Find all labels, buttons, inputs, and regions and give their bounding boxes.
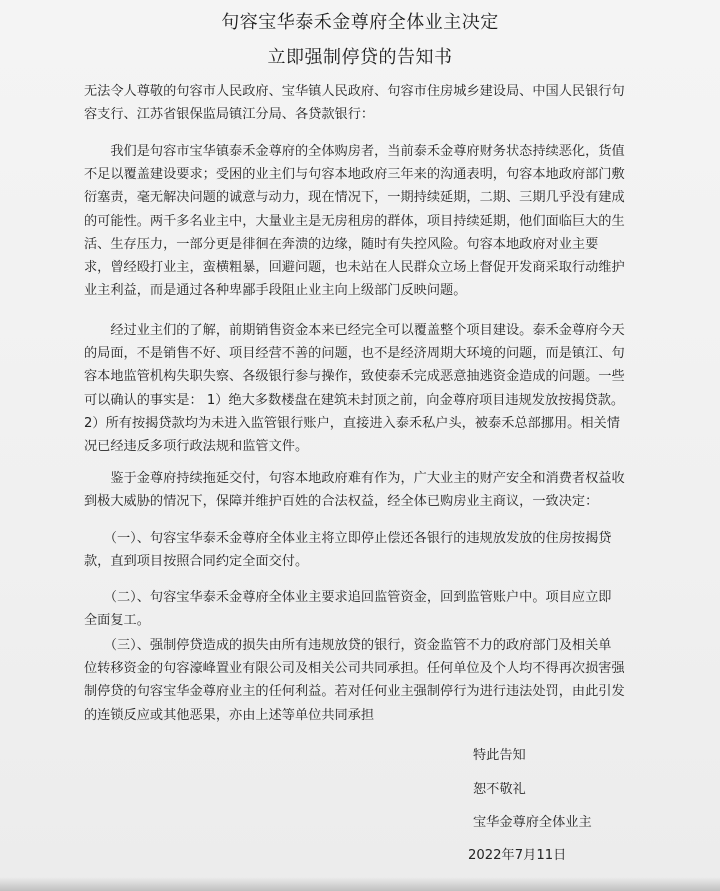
decision-item-2 [84,586,644,632]
text-line: 经过业主们的了解，前期销售资金本来已经完全可以覆盖整个项目建设。泰禾金尊府今天 [84,323,625,338]
text-line: 位转移资金的句容濠峰置业有限公司及相关公司共同承担。任何单位及个人均不得再次损害强 [84,661,625,677]
text-line: 况已经违反多项行政法规和监管文件。 [84,439,309,455]
text-line: 容支行、江苏省银保监局镇江分局、各贷款银行： [84,107,375,123]
document-date: 2022年7月11日 [468,848,567,863]
salutation [84,80,644,126]
signature: 宝华金尊府全体业主 [473,815,592,830]
text-line: 的连锁反应或其他恶果，亦由上述等单位共同承担 [84,707,375,723]
text-line: 业主利益，而是通过各种卑鄙手段阻止业主向上级部门反映问题。 [84,283,467,299]
closing-notice: 特此告知 [473,748,526,763]
paragraph-3 [84,467,644,513]
text-line: 鉴于金尊府持续拖延交付，句容本地政府难有作为，广大业主的财产安全和消费者权益收 [84,471,625,486]
text-line: （三）、强制停贷造成的损失由所有违规放贷的银行，资金监管不力的政府部门及相关单 [84,638,612,653]
text-line: 我们是句容市宝华镇泰禾金尊府的全体购房者，当前泰禾金尊府财务状态持续恶化，货值 [84,144,625,159]
decision-item-3 [84,634,644,727]
text-line: 的可能性。两千多名业主中，大量业主是无房租房的群体，项目持续延期，他们面临巨大的生 [84,213,625,229]
text-line: 到极大威胁的情况下，保障并维护百姓的合法权益，经全体已购房业主商议，一致决定： [84,494,599,510]
text-line: 无法令人尊敬的句容市人民政府、宝华镇人民政府、句容市住房城乡建设局、中国人民银行句 [84,84,625,99]
text-line: 衍塞责，毫无解决问题的诚意与动力，现在情况下，一期持续延期，二期、三期几乎没有建成 [84,190,625,206]
text-line: （二）、句容宝华泰禾金尊府全体业主要求追回监管资金，回到监管账户中。项目应立即 [84,590,612,605]
text-line: 容本地监管机构失职失察、各级银行参与操作，致使泰禾完成恶意抽逃资金造成的问题。一些 [84,369,625,385]
text-line: 款，直到项目按照合同约定全面交付。 [84,554,309,570]
document-title-line-2: 立即强制停贷的告知书 [267,47,453,68]
page-bottom-shadow [0,877,720,891]
text-line: 可以确认的事实是： 1）绝大多数楼盘在建筑未封顶之前，向金尊府项目违规发放按揭贷款。 [84,392,625,408]
text-line: 2）所有按揭贷款均为未进入监管银行账户，直接进入泰禾私户头，被泰禾总部挪用。相关情 [84,415,620,431]
text-line: 的局面，不是销售不好、项目经营不善的问题，也不是经济周期大环境的问题，而是镇江、句 [84,346,625,362]
text-line: （一）、句容宝华泰禾金尊府全体业主将立即停止偿还各银行的违规放发放的住房按揭贷 [84,531,612,546]
text-line: 全面复工。 [84,613,150,629]
decision-item-1 [84,527,644,573]
paragraph-1 [84,140,644,302]
document-title-line-1: 句容宝华泰禾金尊府全体业主决定 [221,12,499,33]
text-line: 不足以覆盖建设要求；受困的业主们与句容本地政府三年来的沟通表明，句容本地政府部门敷 [84,167,625,183]
text-line: 活、生存压力，一部分更是徘徊在奔溃的边缘，随时有失控风险。句容本地政府对业主要 [84,236,599,252]
paragraph-2 [84,319,644,458]
text-line: 制停贷的句容宝华金尊府业主的任何利益。若对任何业主强制停行为进行违法处罚，由此引发 [84,684,625,700]
text-line: 求，曾经殴打业主，蛮横粗暴，回避问题，也未站在人民群众立场上督促开发商采取行动维护 [84,260,625,276]
closing-regards: 恕不敬礼 [473,782,526,797]
